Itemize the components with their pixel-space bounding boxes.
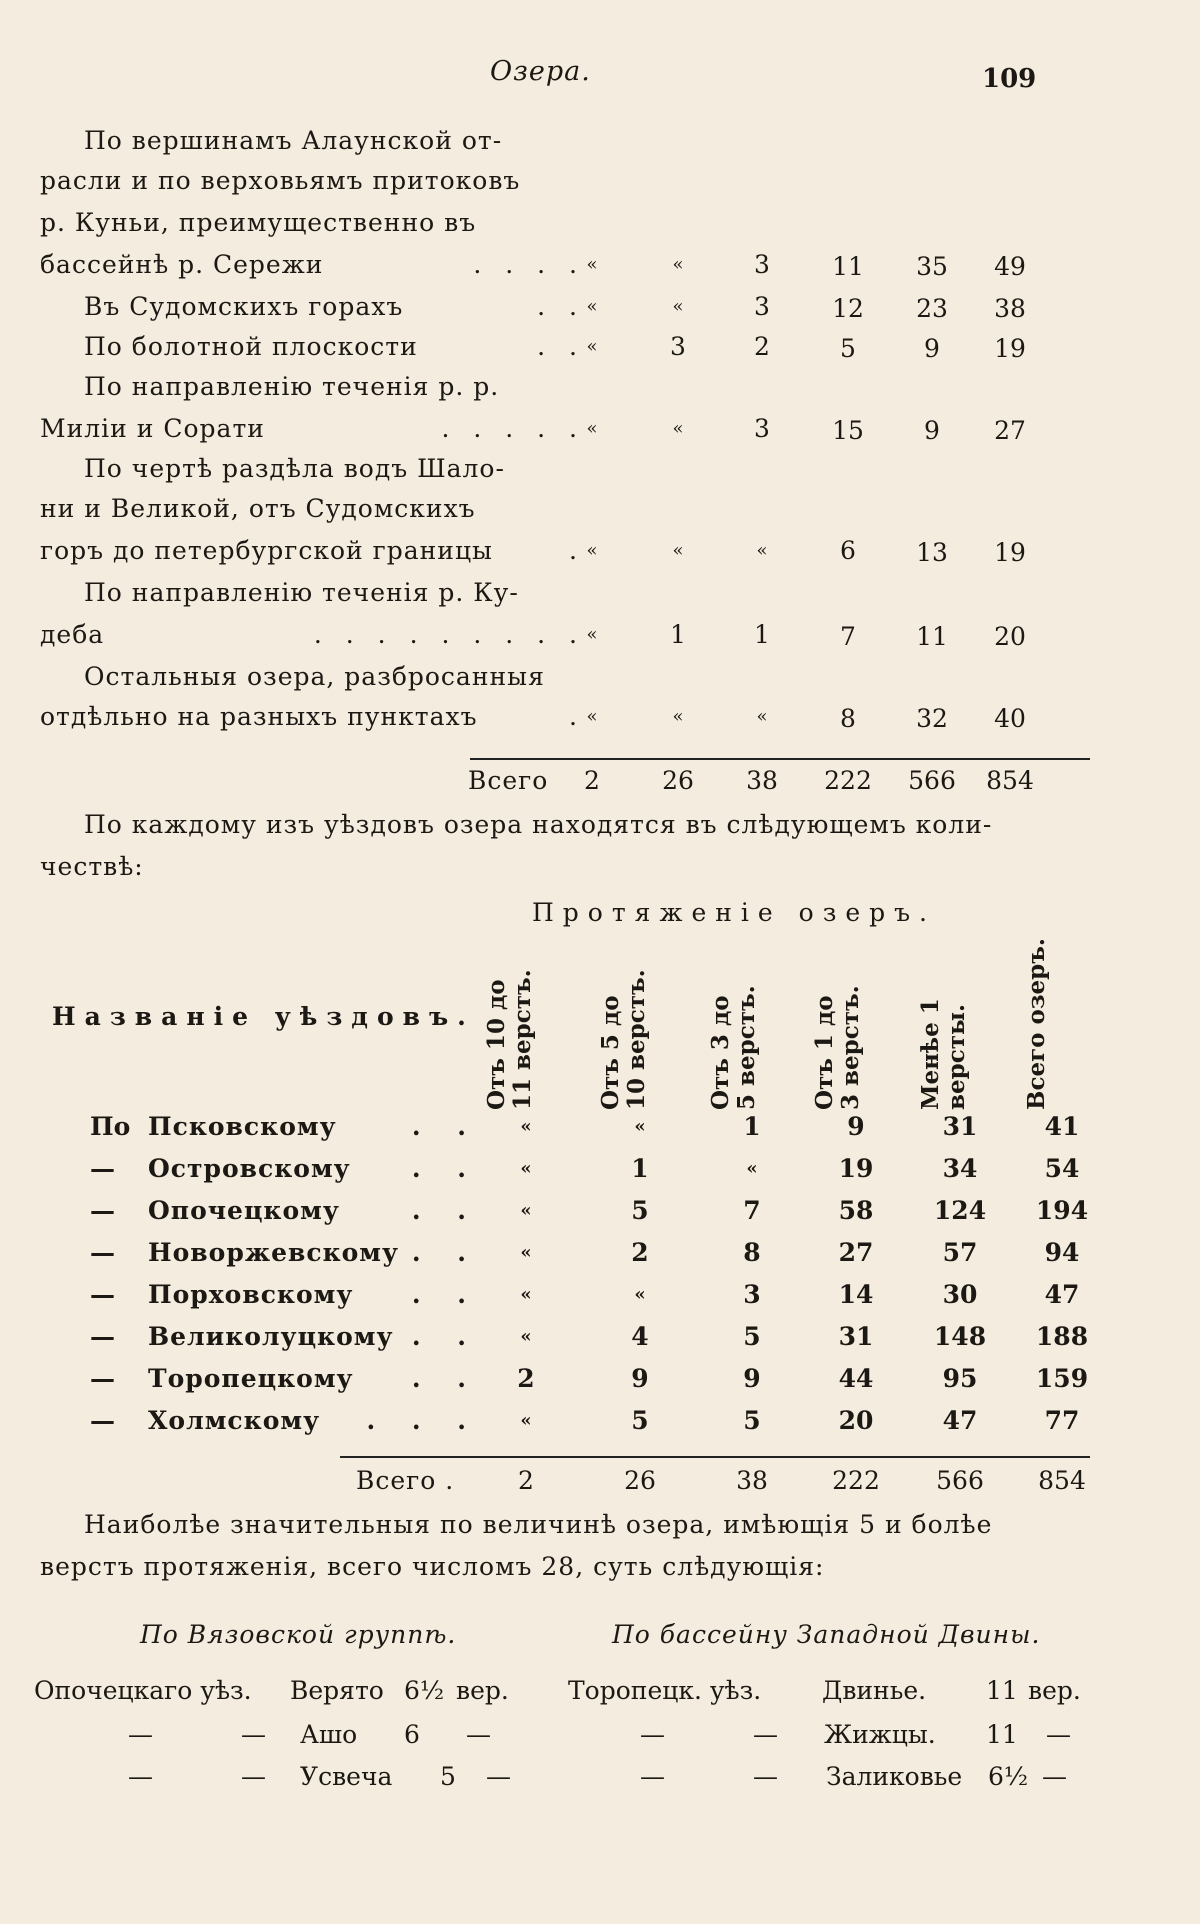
leader-dots: . . — [411, 1364, 480, 1393]
table-row — [40, 332, 1100, 372]
leader-dots: . . — [411, 1280, 480, 1309]
total-cell: 854 — [986, 766, 1034, 795]
total-label: Всего — [468, 766, 549, 795]
cell: « — [520, 1410, 532, 1431]
lake-name: Верято — [290, 1676, 384, 1705]
column-header: Отъ 5 до 10 верстъ. — [597, 969, 650, 1110]
total-cell: 2 — [518, 1466, 534, 1495]
row-prefix: — — [90, 1364, 115, 1393]
district-name: Новоржевскому — [148, 1238, 400, 1267]
cell: « — [672, 296, 684, 317]
district-name: Опочецкому — [148, 1196, 340, 1225]
cell: 31 — [942, 1112, 978, 1141]
lake-unit: вер. — [1028, 1676, 1081, 1705]
cell: 9 — [847, 1112, 865, 1141]
paragraph-line: По каждому изъ уѣздовъ озера находятся въ слѣдующемъ коли- — [84, 810, 993, 839]
row-label-line: По чертѣ раздѣла водъ Шало- — [84, 454, 505, 483]
lake-name: Ашо — [300, 1720, 358, 1749]
lake-uezd: — — — [128, 1720, 306, 1749]
cell: 5 — [631, 1196, 649, 1225]
lake-unit: — — [486, 1762, 511, 1791]
cell: 9 — [924, 334, 940, 363]
cell: 30 — [942, 1280, 978, 1309]
column-header: Отъ 1 до 3 верстъ. — [811, 985, 864, 1110]
cell: « — [520, 1116, 532, 1137]
cell: 7 — [840, 622, 856, 651]
row-prefix: — — [90, 1238, 115, 1267]
lake-name: Усвеча — [300, 1762, 393, 1791]
cell: 4 — [631, 1322, 649, 1351]
cell: 5 — [743, 1322, 761, 1351]
table-group-header: Протяженіе озеръ. — [532, 898, 936, 927]
table-row — [40, 1238, 1100, 1278]
cell: 9 — [743, 1364, 761, 1393]
cell: 3 — [670, 332, 686, 361]
cell: 148 — [933, 1322, 987, 1351]
cell: 159 — [1035, 1364, 1089, 1393]
cell: 95 — [942, 1364, 978, 1393]
lake-unit: — — [466, 1720, 491, 1749]
cell: 15 — [832, 416, 864, 445]
lake-unit: вер. — [456, 1676, 509, 1705]
cell: 5 — [743, 1406, 761, 1435]
row-label-line: расли и по верховьямъ притоковъ — [40, 166, 521, 195]
leader-dots: . . — [537, 292, 585, 321]
cell: 5 — [631, 1406, 649, 1435]
row-prefix: — — [90, 1406, 115, 1435]
lake-uezd: — — — [640, 1720, 818, 1749]
total-cell: 854 — [1038, 1466, 1086, 1495]
cell: 38 — [994, 294, 1026, 323]
row-prefix: — — [90, 1196, 115, 1225]
cell: « — [520, 1158, 532, 1179]
cell: 58 — [838, 1196, 874, 1225]
cell: 49 — [994, 252, 1026, 281]
cell: 194 — [1035, 1196, 1089, 1225]
row-label-line: Миліи и Сорати — [40, 414, 265, 443]
table-row — [40, 1154, 1100, 1194]
cell: 40 — [994, 704, 1026, 733]
cell: « — [586, 706, 598, 727]
row-label-line: горъ до петербургской границы — [40, 536, 493, 565]
cell: 3 — [743, 1280, 761, 1309]
cell: « — [520, 1284, 532, 1305]
cell: 1 — [743, 1112, 761, 1141]
cell: 188 — [1035, 1322, 1089, 1351]
lake-unit: — — [1042, 1762, 1067, 1791]
page-number: 109 — [982, 64, 1037, 94]
column-header: Всего озеръ. — [1023, 938, 1050, 1110]
total-cell: 26 — [662, 766, 694, 795]
column-header: Менѣе 1 версты. — [917, 998, 970, 1110]
cell: 19 — [994, 334, 1026, 363]
cell: « — [520, 1242, 532, 1263]
lake-name: Жижцы. — [824, 1720, 936, 1749]
page-title: Озера. — [490, 56, 591, 87]
district-name: Великолуцкому — [148, 1322, 394, 1351]
cell: 27 — [838, 1238, 874, 1267]
cell: 7 — [743, 1196, 761, 1225]
leader-dots: . . . — [366, 1406, 480, 1435]
total-cell: 222 — [824, 766, 872, 795]
cell: « — [756, 540, 768, 561]
total-cell: 38 — [746, 766, 778, 795]
cell: 47 — [942, 1406, 978, 1435]
leader-dots: . — [569, 536, 585, 565]
cell: 20 — [838, 1406, 874, 1435]
cell: « — [756, 706, 768, 727]
cell: 57 — [942, 1238, 978, 1267]
lake-value: 11 — [986, 1720, 1018, 1749]
cell: 34 — [942, 1154, 978, 1183]
table-row — [40, 1196, 1100, 1236]
row-label-line: р. Куньи, преимущественно въ — [40, 208, 477, 237]
lake-uezd: Опочецкаго уѣз. — [34, 1676, 252, 1705]
row-label-line: По болотной плоскости — [84, 332, 418, 361]
cell: « — [586, 540, 598, 561]
lake-value: 6½ — [988, 1762, 1029, 1791]
cell: 11 — [916, 622, 948, 651]
lake-name: Заликовье — [826, 1762, 963, 1791]
cell: 54 — [1044, 1154, 1080, 1183]
lake-value: 5 — [440, 1762, 456, 1791]
row-label-line: Остальныя озера, разбросанныя — [84, 662, 545, 691]
leader-dots: . . . . . . . . . — [313, 620, 585, 649]
lake-value: 6½ — [404, 1676, 445, 1705]
cell: 1 — [754, 620, 770, 649]
section-heading-left: По Вязовской группѣ. — [140, 1620, 457, 1649]
cell: 19 — [994, 538, 1026, 567]
cell: « — [672, 540, 684, 561]
row-prefix: — — [90, 1322, 115, 1351]
cell: 5 — [840, 334, 856, 363]
table-row — [40, 1322, 1100, 1362]
cell: « — [672, 254, 684, 275]
table-row — [40, 372, 1100, 445]
cell: « — [520, 1200, 532, 1221]
table-row — [40, 662, 1100, 733]
row-label-line: ни и Великой, отъ Судомскихъ — [40, 494, 476, 523]
leader-dots: . . . . . — [441, 414, 585, 443]
cell: 94 — [1044, 1238, 1080, 1267]
cell: 31 — [838, 1322, 874, 1351]
leader-dots: . . — [411, 1154, 480, 1183]
cell: « — [586, 418, 598, 439]
cell: 12 — [832, 294, 864, 323]
total-cell: 38 — [736, 1466, 768, 1495]
total-cell: 566 — [908, 766, 956, 795]
district-name: Порховскому — [148, 1280, 354, 1309]
total-cell: 222 — [832, 1466, 880, 1495]
leader-dots: . . — [411, 1196, 480, 1225]
cell: 20 — [994, 622, 1026, 651]
row-label-line: Въ Судомскихъ горахъ — [84, 292, 404, 321]
cell: « — [520, 1326, 532, 1347]
cell: 9 — [631, 1364, 649, 1393]
cell: « — [672, 418, 684, 439]
cell: 2 — [631, 1238, 649, 1267]
paragraph-line: Наиболѣе значительныя по величинѣ озера, имѣющія 5 и болѣе — [84, 1510, 993, 1539]
total-rule — [470, 758, 1090, 760]
cell: 11 — [832, 252, 864, 281]
cell: « — [586, 624, 598, 645]
table-row — [40, 578, 1100, 651]
district-name: Псковскому — [148, 1112, 337, 1141]
cell: 1 — [631, 1154, 649, 1183]
table-row — [40, 126, 1100, 281]
cell: 77 — [1044, 1406, 1080, 1435]
total-cell: 26 — [624, 1466, 656, 1495]
district-name: Холмскому — [148, 1406, 321, 1435]
leader-dots: . — [569, 702, 585, 731]
cell: 8 — [840, 704, 856, 733]
row-prefix: — — [90, 1280, 115, 1309]
lake-value: 6 — [404, 1720, 420, 1749]
section-heading-right: По бассейну Западной Двины. — [612, 1620, 1041, 1649]
cell: 1 — [670, 620, 686, 649]
total-row — [40, 1466, 1100, 1506]
lake-name: Двинье. — [822, 1676, 927, 1705]
district-name: Островскому — [148, 1154, 351, 1183]
cell: « — [586, 254, 598, 275]
row-label-line: отдѣльно на разныхъ пунктахъ — [40, 702, 478, 731]
table-row — [40, 1112, 1100, 1152]
lake-uezd: Торопецк. уѣз. — [568, 1676, 762, 1705]
column-header: Отъ 3 до 5 верстъ. — [707, 985, 760, 1110]
cell: 44 — [838, 1364, 874, 1393]
cell: 8 — [743, 1238, 761, 1267]
row-label-line: По направленію теченія р. р. — [84, 372, 500, 401]
column-header: Отъ 10 до 11 верстъ. — [483, 969, 536, 1110]
total-cell: 566 — [936, 1466, 984, 1495]
cell: 3 — [754, 250, 770, 279]
cell: 124 — [933, 1196, 987, 1225]
total-label: Всего . — [356, 1466, 455, 1495]
lake-uezd: — — — [640, 1762, 818, 1791]
cell: « — [586, 336, 598, 357]
cell: 32 — [916, 704, 948, 733]
table-row — [40, 292, 1100, 332]
row-prefix: — — [90, 1154, 115, 1183]
cell: 13 — [916, 538, 948, 567]
cell: « — [634, 1284, 646, 1305]
paragraph-line: верстъ протяженія, всего числомъ 28, суть слѣдующія: — [40, 1552, 825, 1581]
row-label-line: деба — [40, 620, 105, 649]
leader-dots: . . — [411, 1112, 480, 1141]
cell: 2 — [517, 1364, 535, 1393]
cell: 23 — [916, 294, 948, 323]
table-name-header: Названіе уѣздовъ. — [52, 1002, 475, 1031]
lake-value: 11 — [986, 1676, 1018, 1705]
table-row — [40, 1406, 1100, 1446]
cell: « — [746, 1158, 758, 1179]
table-row — [40, 1364, 1100, 1404]
lake-unit: — — [1046, 1720, 1071, 1749]
cell: 3 — [754, 414, 770, 443]
cell: 2 — [754, 332, 770, 361]
table-row — [40, 1280, 1100, 1320]
cell: 14 — [838, 1280, 874, 1309]
cell: « — [634, 1116, 646, 1137]
cell: 27 — [994, 416, 1026, 445]
table-row — [40, 454, 1100, 567]
leader-dots: . . — [411, 1322, 480, 1351]
lake-uezd: — — — [128, 1762, 306, 1791]
cell: 9 — [924, 416, 940, 445]
cell: 6 — [840, 536, 856, 565]
cell: 3 — [754, 292, 770, 321]
cell: « — [586, 296, 598, 317]
leader-dots: . . . . — [473, 250, 585, 279]
row-label-line: По вершинамъ Алаунской от- — [84, 126, 503, 155]
cell: 35 — [916, 252, 948, 281]
cell: 47 — [1044, 1280, 1080, 1309]
row-prefix: По — [90, 1112, 131, 1141]
total-row — [40, 766, 1100, 806]
paragraph-line: чествѣ: — [40, 852, 144, 881]
leader-dots: . . — [537, 332, 585, 361]
row-label-line: По направленію теченія р. Ку- — [84, 578, 519, 607]
row-label-line: бассейнѣ р. Сережи — [40, 250, 324, 279]
cell: « — [672, 706, 684, 727]
total-cell: 2 — [584, 766, 600, 795]
leader-dots: . . — [411, 1238, 480, 1267]
total-rule — [340, 1456, 1090, 1458]
cell: 19 — [838, 1154, 874, 1183]
district-name: Торопецкому — [148, 1364, 354, 1393]
cell: 41 — [1044, 1112, 1080, 1141]
